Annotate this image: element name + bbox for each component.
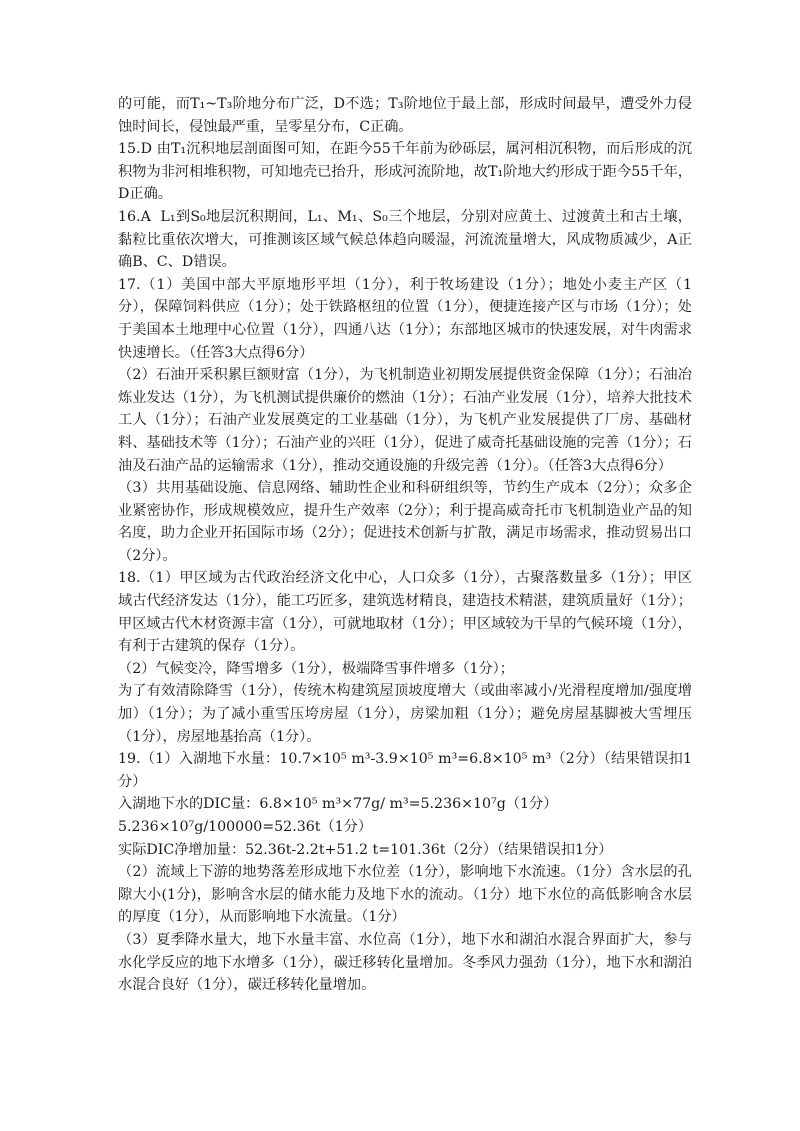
answer-paragraph-17-1: 17.（1）美国中部大平原地形平坦（1分），利于牧场建设（1分）；地处小麦主产区（1分），保障饲料供应（1分）；处于铁路枢纽的位置（1分），便捷连接产区与市场（1分）；处于美国本土地理中心位置（1分），四通八达（1分）；东部地区城市的快速发展，对牛肉需求快速增长。（任答3大点得6分） [118, 276, 692, 361]
answer-paragraph-17-2: （2）石油开采积累巨额财富（1分），为飞机制造业初期发展提供资金保障（1分）；石油冶炼业发达（1分），为飞机测试提供廉价的燃油（1分）；石油产业发展（1分），培养大批技术工人（1分）；石油产业发展奠定的工业基础（1分），为飞机产业发展提供了厂房、基础材料、基础技术等（1分）；石油产业的兴旺（1分），促进了威奇托基础设施的完善（1分）；石油及石油产品的运输需求（1分），推动交通设施的升级完善（1分）。（任答3大点得6分） [118, 367, 692, 474]
answer-paragraph-19-1d: 实际DIC净增加量：52.36t-2.2t+51.2 t=101.36t（2分）（结果错误扣1分） [118, 841, 613, 858]
answer-paragraph-19-1c: 5.236×10⁷g/100000=52.36t（1分） [118, 819, 373, 835]
answer-paragraph-18-2b: 为了有效清除降雪（1分），传统木构建筑屋顶坡度增大（或曲率减小/光滑程度增加/强度增加）（1分）；为了减小重雪压垮房屋（1分），房梁加粗（1分）；避免房屋基脚被大雪埋压（1分），房屋地基抬高（1分）。 [118, 683, 692, 745]
answer-paragraph-19-3: （3）夏季降水量大，地下水量丰富、水位高（1分），地下水和湖泊水混合界面扩大，参与水化学反应的地下水增多（1分），碳迁移转化量增加。冬季风力强劲（1分），地下水和湖泊水混合良好（1分），碳迁移转化量增加。 [118, 931, 692, 994]
answer-paragraph-18-1: 18.（1）甲区域为古代政治经济文化中心，人口众多（1分），古聚落数量多（1分）；甲区域古代经济发达（1分），能工巧匠多，建筑选材精良，建造技术精湛，建筑质量好（1分）；甲区域古代木材资源丰富（1分），可就地取材（1分）；甲区域较为干旱的气候环境（1分），有利于古建筑的保存（1分）。 [118, 570, 692, 655]
answer-paragraph-19-1a: 19.（1）入湖地下水量：10.7×10⁵ m³-3.9×10⁵ m³=6.8×10⁵ m³（2分）（结果错误扣1分） [118, 751, 692, 790]
answer-paragraph-15: 15.D 由T₁沉积地层剖面图可知，在距今55千年前为砂砾层，属河相沉积物，而后形成的沉积物为非河相堆积物，可知地壳已抬升，形成河流阶地，故T₁阶地大约形成于距今55千年，D正确。 [118, 141, 692, 203]
answer-paragraph-18-2a: （2）气候变冷，降雪增多（1分），极端降雪事件增多（1分）； [118, 660, 514, 677]
answer-paragraph-14-cont: 的可能，而T₁~T₃阶地分布广泛，D不选；T₃阶地位于最上部，形成时间最早，遭受外力侵蚀时间长，侵蚀最严重，呈零星分布，C正确。 [118, 96, 692, 135]
answer-paragraph-19-1b: 入湖地下水的DIC量：6.8×10⁵ m³×77g/ m³=5.236×10⁷g（1分） [118, 796, 558, 813]
answer-paragraph-16: 16.A L₁到S₀地层沉积期间，L₁、M₁、S₀三个地层，分别对应黄土、过渡黄土和古土壤，黏粒比重依次增大，可推测该区域气候总体趋向暖湿，河流流量增大，风成物质减少，A正确B、C、D错误。 [118, 208, 692, 271]
answer-paragraph-19-2: （2）流域上下游的地势落差形成地下水位差（1分），影响地下水流速。（1分）含水层的孔隙大小(1分)，影响含水层的储水能力及地下水的流动。（1分）地下水位的高低影响含水层的厚度（1分），从而影响地下水流量。（1分） [118, 864, 692, 926]
answer-paragraph-17-3: （3）共用基础设施、信息网络、辅助性企业和科研组织等，节约生产成本（2分）；众多企业紧密协作，形成规模效应，提升生产效率（2分）；利于提高威奇托市飞机制造业产品的知名度，助力企业开拓国际市场（2分）；促进技术创新与扩散，满足市场需求，推动贸易出口（2分）。 [118, 480, 692, 564]
